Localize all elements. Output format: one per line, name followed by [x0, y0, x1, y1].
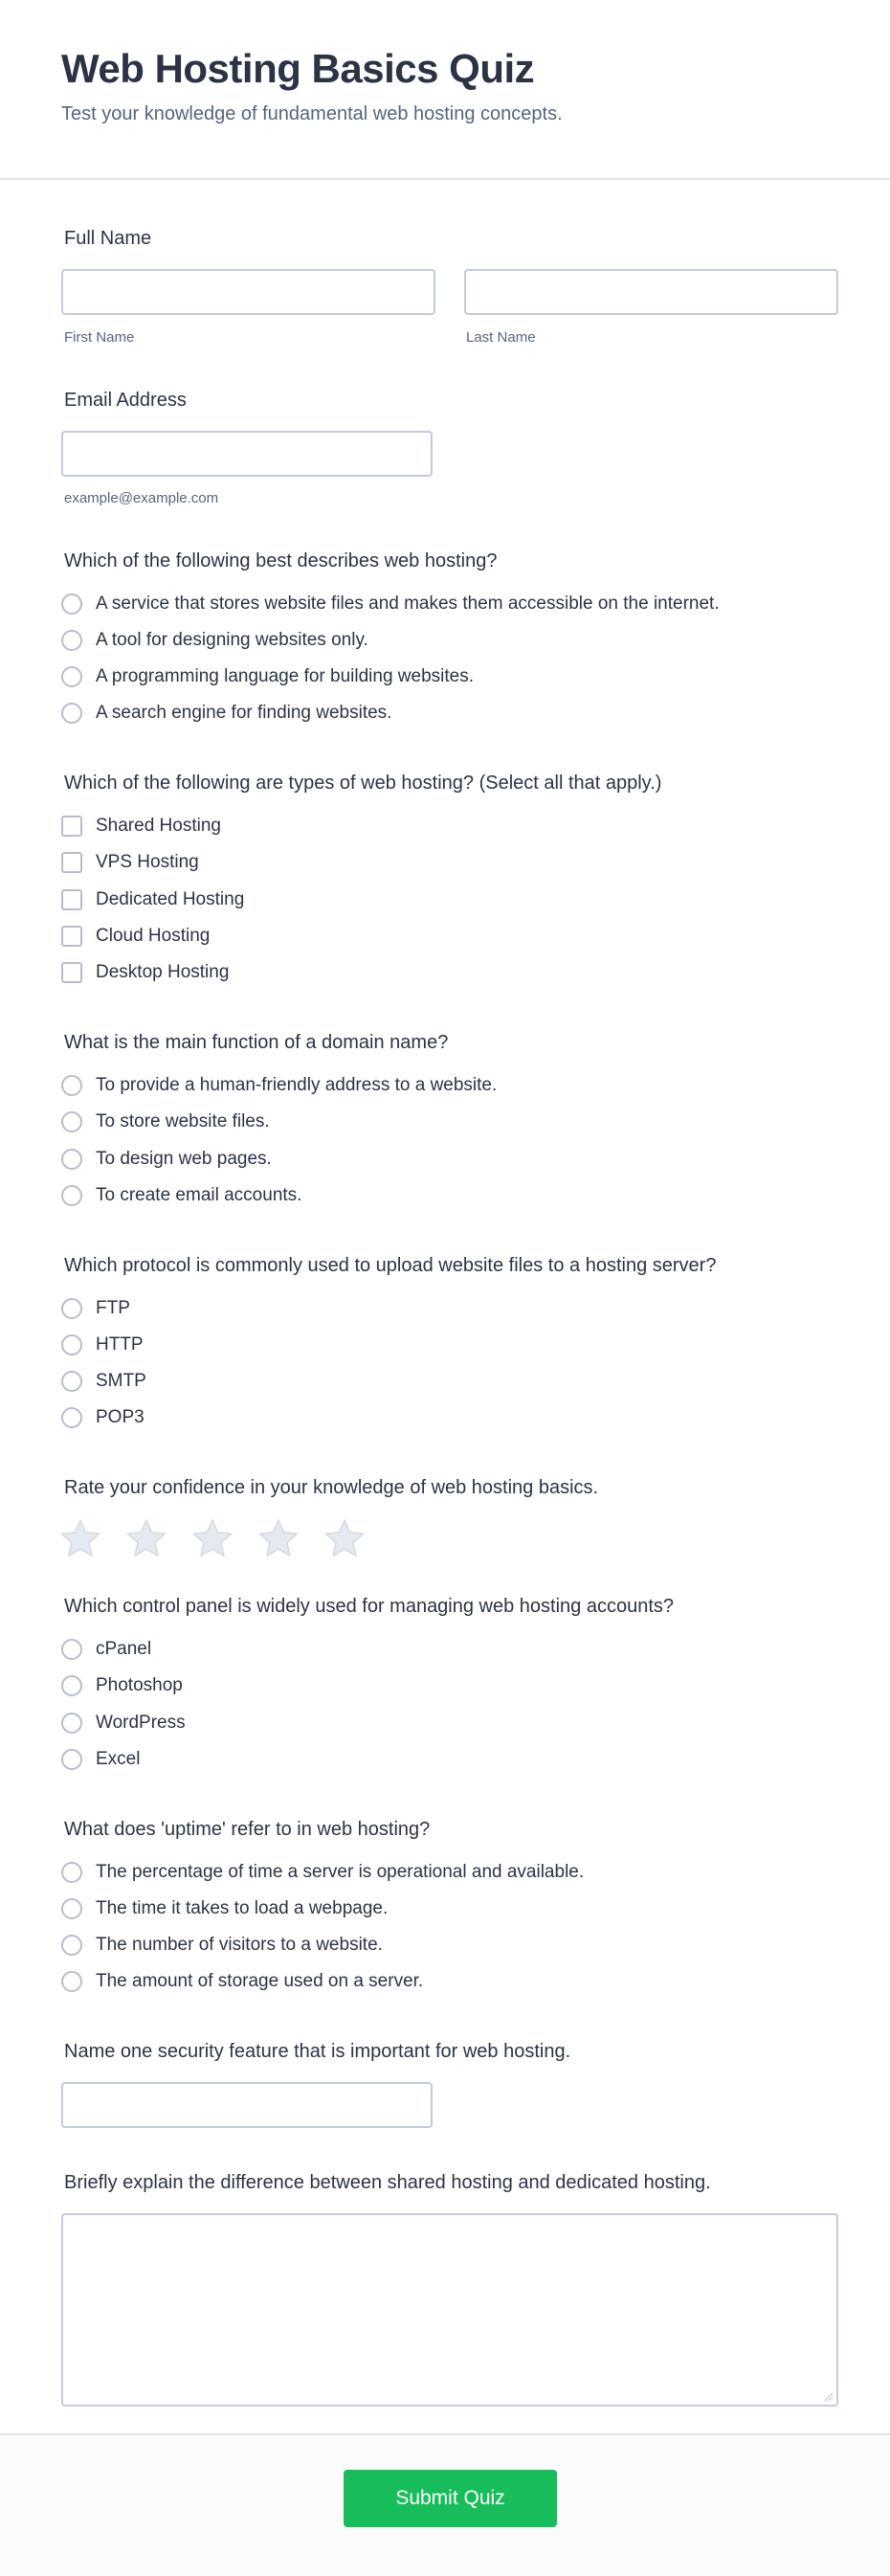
- form-title: Web Hosting Basics Quiz: [61, 46, 535, 91]
- option-label: FTP: [96, 1298, 130, 1318]
- radio-option[interactable]: [61, 590, 720, 618]
- option-label: To design web pages.: [96, 1149, 272, 1169]
- radio-button[interactable]: [61, 666, 82, 687]
- question-hosting-types: Which of the following are types of web hosting? (Select all that apply.): [64, 773, 662, 794]
- option-label: cPanel: [96, 1639, 152, 1659]
- radio-option[interactable]: [61, 1858, 584, 1887]
- checkbox-option[interactable]: [61, 848, 199, 877]
- radio-button[interactable]: [61, 1898, 82, 1919]
- form-header: [0, 0, 890, 180]
- star-icon[interactable]: [257, 1517, 300, 1559]
- radio-option[interactable]: [61, 1367, 146, 1396]
- submit-button[interactable]: Submit Quiz: [344, 2470, 557, 2527]
- radio-button[interactable]: [61, 1713, 82, 1734]
- option-label: To create email accounts.: [96, 1185, 302, 1205]
- radio-button[interactable]: [61, 1111, 82, 1132]
- radio-button[interactable]: [61, 1862, 82, 1883]
- last-name-input[interactable]: [464, 269, 838, 315]
- security-feature-input[interactable]: [61, 2082, 433, 2128]
- radio-option[interactable]: [61, 1181, 301, 1210]
- radio-option[interactable]: [61, 1145, 272, 1174]
- option-label: A tool for designing websites only.: [96, 630, 368, 650]
- checkbox-option[interactable]: [61, 812, 221, 840]
- radio-button[interactable]: [61, 1334, 82, 1355]
- option-label: Shared Hosting: [96, 816, 221, 836]
- checkbox[interactable]: [61, 852, 82, 873]
- option-label: A service that stores website files and makes them accessible on the internet.: [96, 594, 720, 614]
- question-confidence-rating: Rate your confidence in your knowledge of web hosting basics.: [64, 1477, 599, 1498]
- star-icon[interactable]: [59, 1517, 101, 1559]
- radio-button[interactable]: [61, 1407, 82, 1428]
- radio-button[interactable]: [61, 594, 82, 615]
- radio-button[interactable]: [61, 1298, 82, 1319]
- option-label: To provide a human-friendly address to a website.: [96, 1075, 498, 1095]
- option-label: VPS Hosting: [96, 852, 199, 872]
- checkbox[interactable]: [61, 816, 82, 837]
- option-label: HTTP: [96, 1334, 144, 1355]
- radio-option[interactable]: [61, 1671, 183, 1700]
- question-security-feature: Name one security feature that is important for web hosting.: [64, 2041, 571, 2062]
- radio-button[interactable]: [61, 1971, 82, 1992]
- radio-option[interactable]: [61, 1294, 130, 1323]
- option-label: POP3: [96, 1407, 145, 1427]
- radio-button[interactable]: [61, 703, 82, 724]
- option-label: Excel: [96, 1749, 141, 1769]
- question-domain-name: What is the main function of a domain name?: [64, 1032, 449, 1053]
- radio-option[interactable]: [61, 1894, 388, 1923]
- option-label: A search engine for finding websites.: [96, 703, 392, 723]
- option-label: Photoshop: [96, 1675, 183, 1695]
- option-label: The number of visitors to a website.: [96, 1935, 383, 1955]
- radio-option[interactable]: [61, 1635, 151, 1664]
- checkbox-option[interactable]: [61, 885, 244, 914]
- resize-handle-icon[interactable]: [824, 2392, 834, 2402]
- first-name-input[interactable]: [61, 269, 435, 315]
- option-label: To store website files.: [96, 1111, 270, 1131]
- hosting-difference-textarea[interactable]: [61, 2213, 838, 2407]
- radio-option[interactable]: [61, 1745, 140, 1774]
- radio-option[interactable]: [61, 1709, 186, 1737]
- email-sublabel: example@example.com: [64, 490, 219, 506]
- radio-button[interactable]: [61, 1371, 82, 1392]
- question-hosting-difference: Briefly explain the difference between shared hosting and dedicated hosting.: [64, 2172, 711, 2193]
- radio-option[interactable]: [61, 1108, 270, 1136]
- radio-button[interactable]: [61, 1149, 82, 1170]
- radio-option[interactable]: [61, 1071, 497, 1100]
- radio-button[interactable]: [61, 630, 82, 651]
- option-label: The percentage of time a server is operational and available.: [96, 1862, 585, 1882]
- checkbox[interactable]: [61, 926, 82, 947]
- star-icon[interactable]: [323, 1517, 366, 1559]
- last-name-sublabel: Last Name: [466, 329, 536, 346]
- option-label: A programming language for building websites.: [96, 666, 475, 686]
- option-label: The amount of storage used on a server.: [96, 1971, 424, 1991]
- checkbox[interactable]: [61, 962, 82, 983]
- option-label: SMTP: [96, 1371, 146, 1391]
- option-label: Desktop Hosting: [96, 962, 230, 982]
- first-name-sublabel: First Name: [64, 329, 135, 346]
- radio-option[interactable]: [61, 1331, 144, 1359]
- question-upload-protocol: Which protocol is commonly used to upload website files to a hosting server?: [64, 1255, 717, 1276]
- question-control-panel: Which control panel is widely used for managing web hosting accounts?: [64, 1596, 675, 1617]
- form-subtitle: Test your knowledge of fundamental web hosting concepts.: [61, 103, 563, 124]
- radio-option[interactable]: [61, 626, 368, 655]
- star-icon[interactable]: [125, 1517, 167, 1559]
- star-icon[interactable]: [191, 1517, 234, 1559]
- radio-button[interactable]: [61, 1675, 82, 1696]
- email-label: Email Address: [64, 390, 187, 411]
- radio-button[interactable]: [61, 1185, 82, 1206]
- radio-option[interactable]: [61, 662, 474, 691]
- option-label: The time it takes to load a webpage.: [96, 1898, 389, 1918]
- radio-button[interactable]: [61, 1749, 82, 1770]
- question-uptime: What does 'uptime' refer to in web hosting?: [64, 1819, 431, 1840]
- checkbox[interactable]: [61, 889, 82, 910]
- radio-button[interactable]: [61, 1639, 82, 1660]
- option-label: Dedicated Hosting: [96, 889, 245, 909]
- checkbox-option[interactable]: [61, 922, 210, 951]
- radio-button[interactable]: [61, 1935, 82, 1956]
- radio-option[interactable]: [61, 1403, 145, 1432]
- radio-button[interactable]: [61, 1075, 82, 1096]
- radio-option[interactable]: [61, 1931, 383, 1960]
- radio-option[interactable]: [61, 1967, 423, 1996]
- full-name-label: Full Name: [64, 228, 152, 249]
- option-label: Cloud Hosting: [96, 926, 211, 946]
- checkbox-option[interactable]: [61, 958, 229, 987]
- question-web-hosting-definition: Which of the following best describes web hosting?: [64, 550, 498, 571]
- option-label: WordPress: [96, 1713, 186, 1733]
- radio-option[interactable]: [61, 699, 391, 728]
- email-input[interactable]: [61, 431, 433, 477]
- star-rating[interactable]: [59, 1517, 389, 1559]
